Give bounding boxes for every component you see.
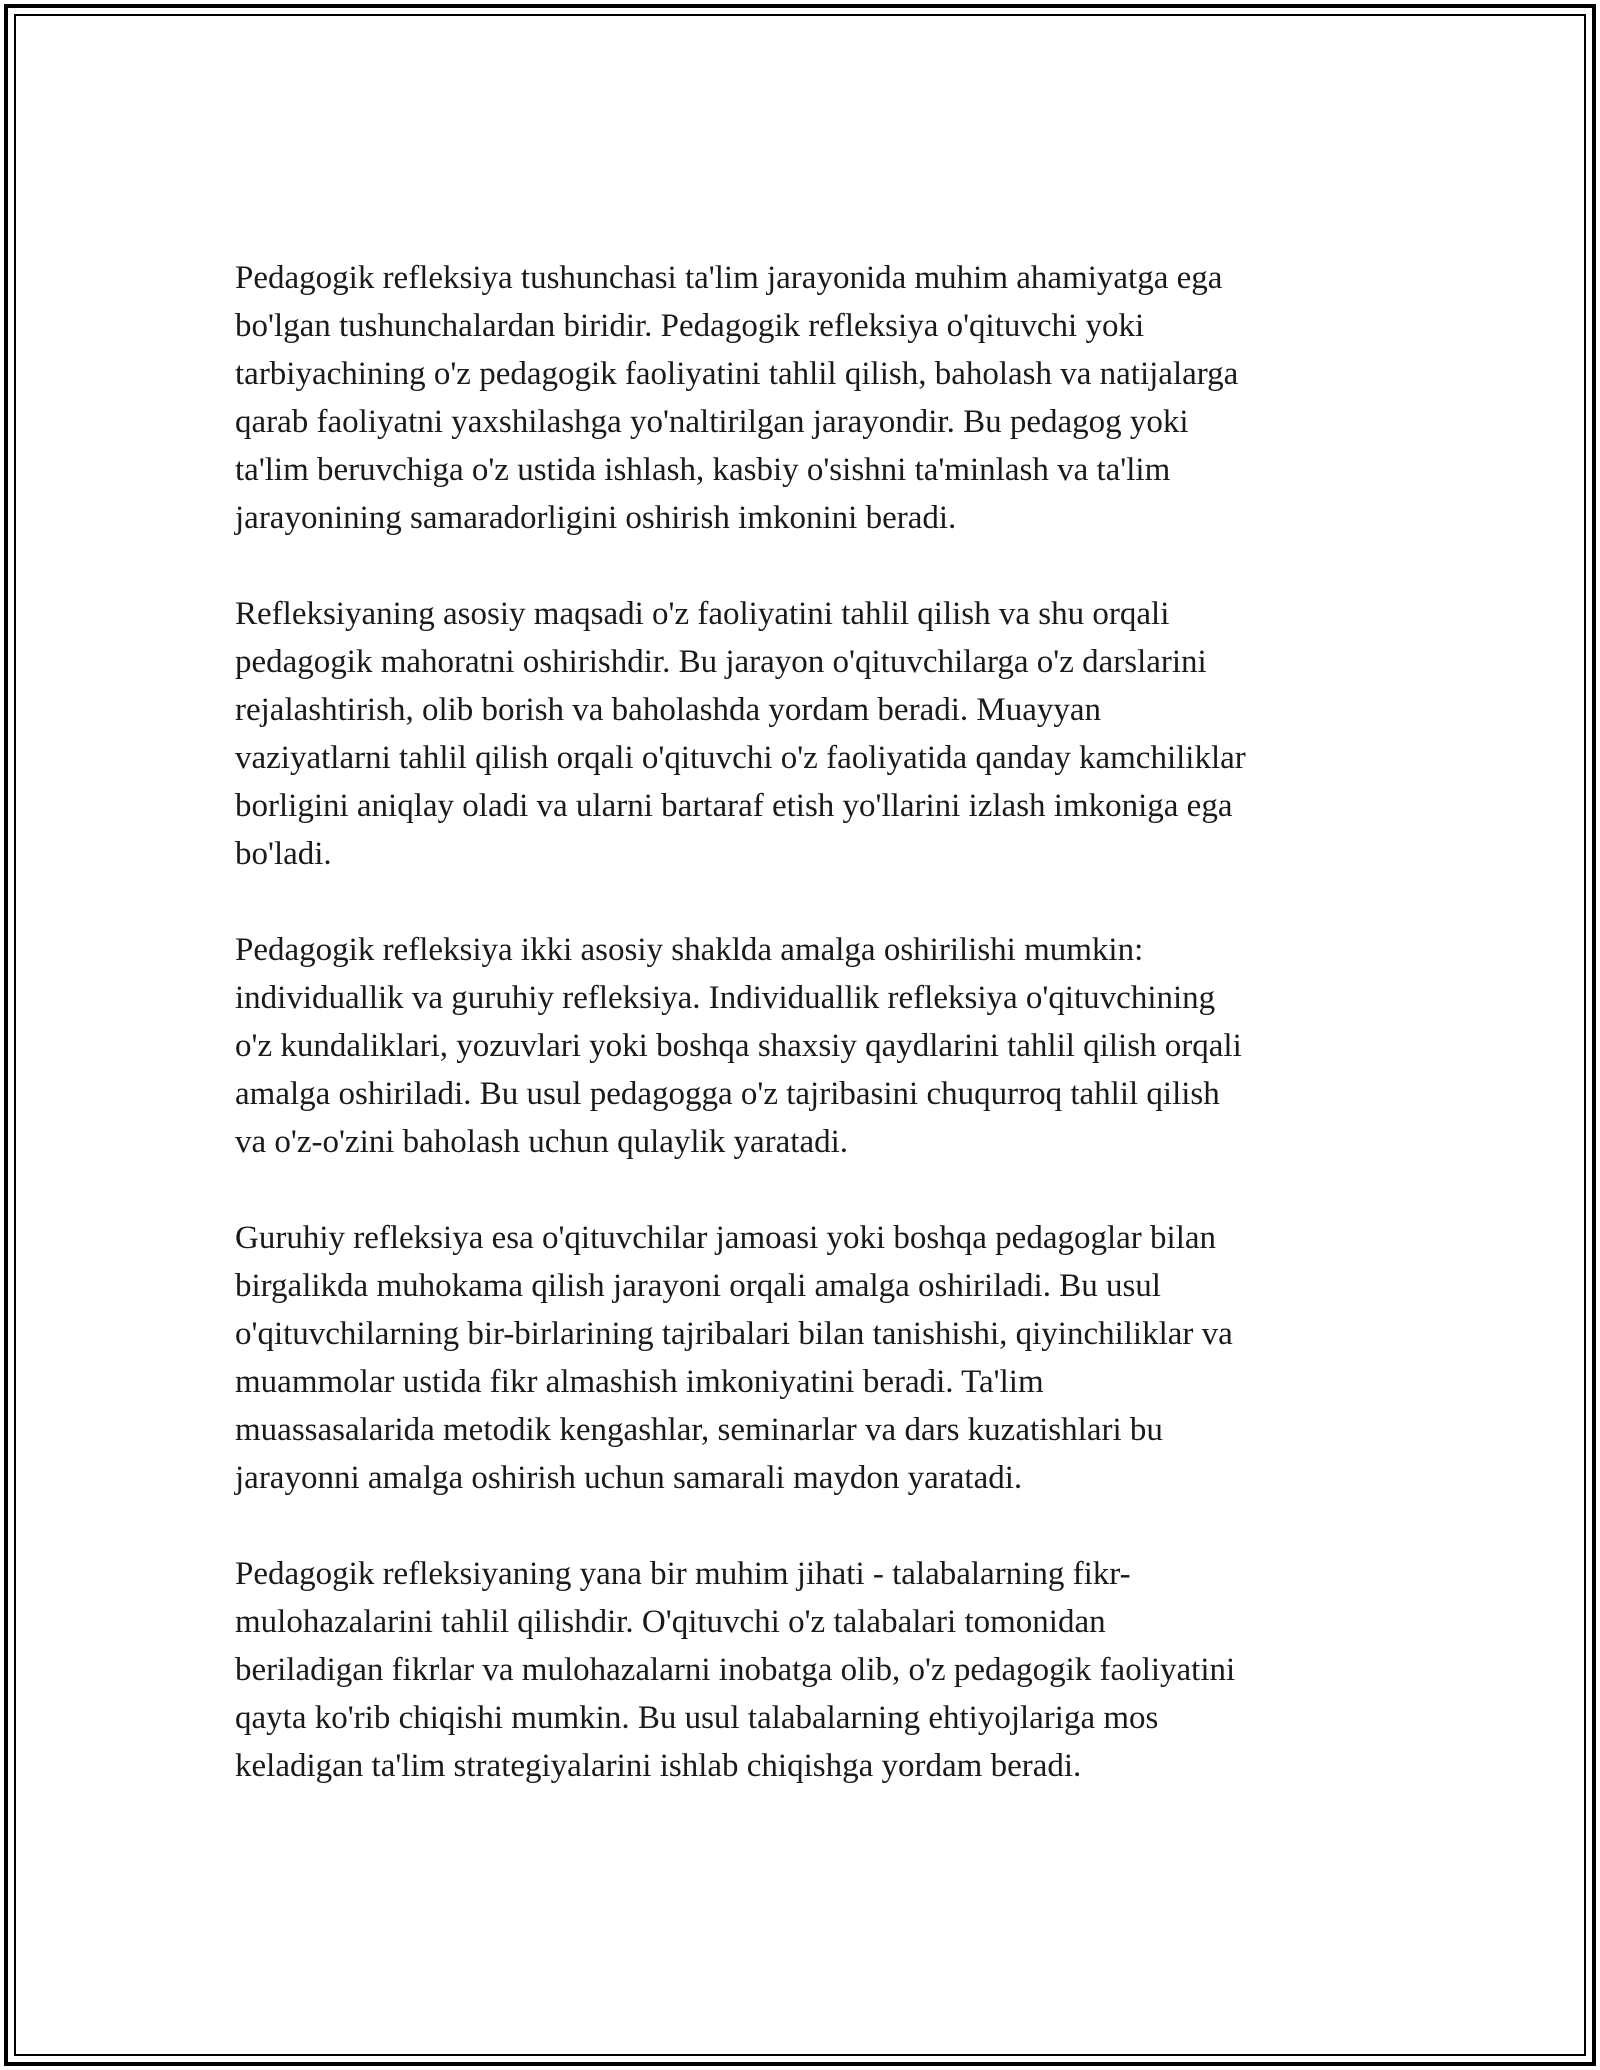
paragraph-1: Pedagogik refleksiya tushunchasi ta'lim jarayonida muhim ahamiyatga ega bo'lgan tushunchalardan biridir. Pedagogik refleksiya o'qituvchi yoki tarbiyachining o'z pedagogik faoliyatini tahlil qilish, baholash va natijalarga qarab faoliyatni yaxshilashga yo'naltirilgan jarayondir. Bu pedagog yoki ta'lim beruvchiga o'z ustida ishlash, kasbiy o'sishni ta'minlash va ta'lim jarayonining samaradorligini oshirish imkonini beradi.: [235, 260, 1239, 536]
paragraph-5: Pedagogik refleksiyaning yana bir muhim jihati - talabalarning fikr- mulohazalarini tahlil qilishdir. O'qituvchi o'z talabalari tomonidan beriladigan fikrlar va mulohazalarni inobatga olib, o'z pedagogik faoliyatini qayta ko'rib chiqishi mumkin. Bu usul talabalarning ehtiyojlariga mos keladigan ta'lim strategiyalarini ishlab chiqishga yordam beradi.: [235, 1556, 1236, 1784]
paragraph-4: Guruhiy refleksiya esa o'qituvchilar jamoasi yoki boshqa pedagoglar bilan birgalikda muhokama qilish jarayoni orqali amalga oshiriladi. Bu usul o'qituvchilarning bir-birlarining tajribalari bilan tanishishi, qiyinchiliklar va muammolar ustida fikr almashish imkoniyatini beradi. Ta'lim muassasalarida metodik kengashlar, seminarlar va dars kuzatishlari bu jarayonni amalga oshirish uchun samarali maydon yaratadi.: [235, 1220, 1233, 1496]
paragraph-3: Pedagogik refleksiya ikki asosiy shaklda amalga oshirilishi mumkin: individuallik va guruhiy refleksiya. Individuallik refleksiya o'qituvchining o'z kundaliklari, yozuvlari yoki boshqa shaxsiy qaydlarini tahlil qilish orqali amalga oshiriladi. Bu usul pedagogga o'z tajribasini chuqurroq tahlil qilish va o'z-o'zini baholash uchun qulaylik yaratadi.: [235, 932, 1242, 1160]
paragraph-2: Refleksiyaning asosiy maqsadi o'z faoliyatini tahlil qilish va shu orqali pedagogik mahoratni oshirishdir. Bu jarayon o'qituvchilarga o'z darslarini rejalashtirish, olib borish va baholashda yordam beradi. Muayyan vaziyatlarni tahlil qilish orqali o'qituvchi o'z faoliyatida qanday kamchiliklar borligini aniqlay oladi va ularni bartaraf etish yo'llarini izlash imkoniga ega bo'ladi.: [235, 596, 1246, 872]
document-body: [235, 254, 1385, 1838]
